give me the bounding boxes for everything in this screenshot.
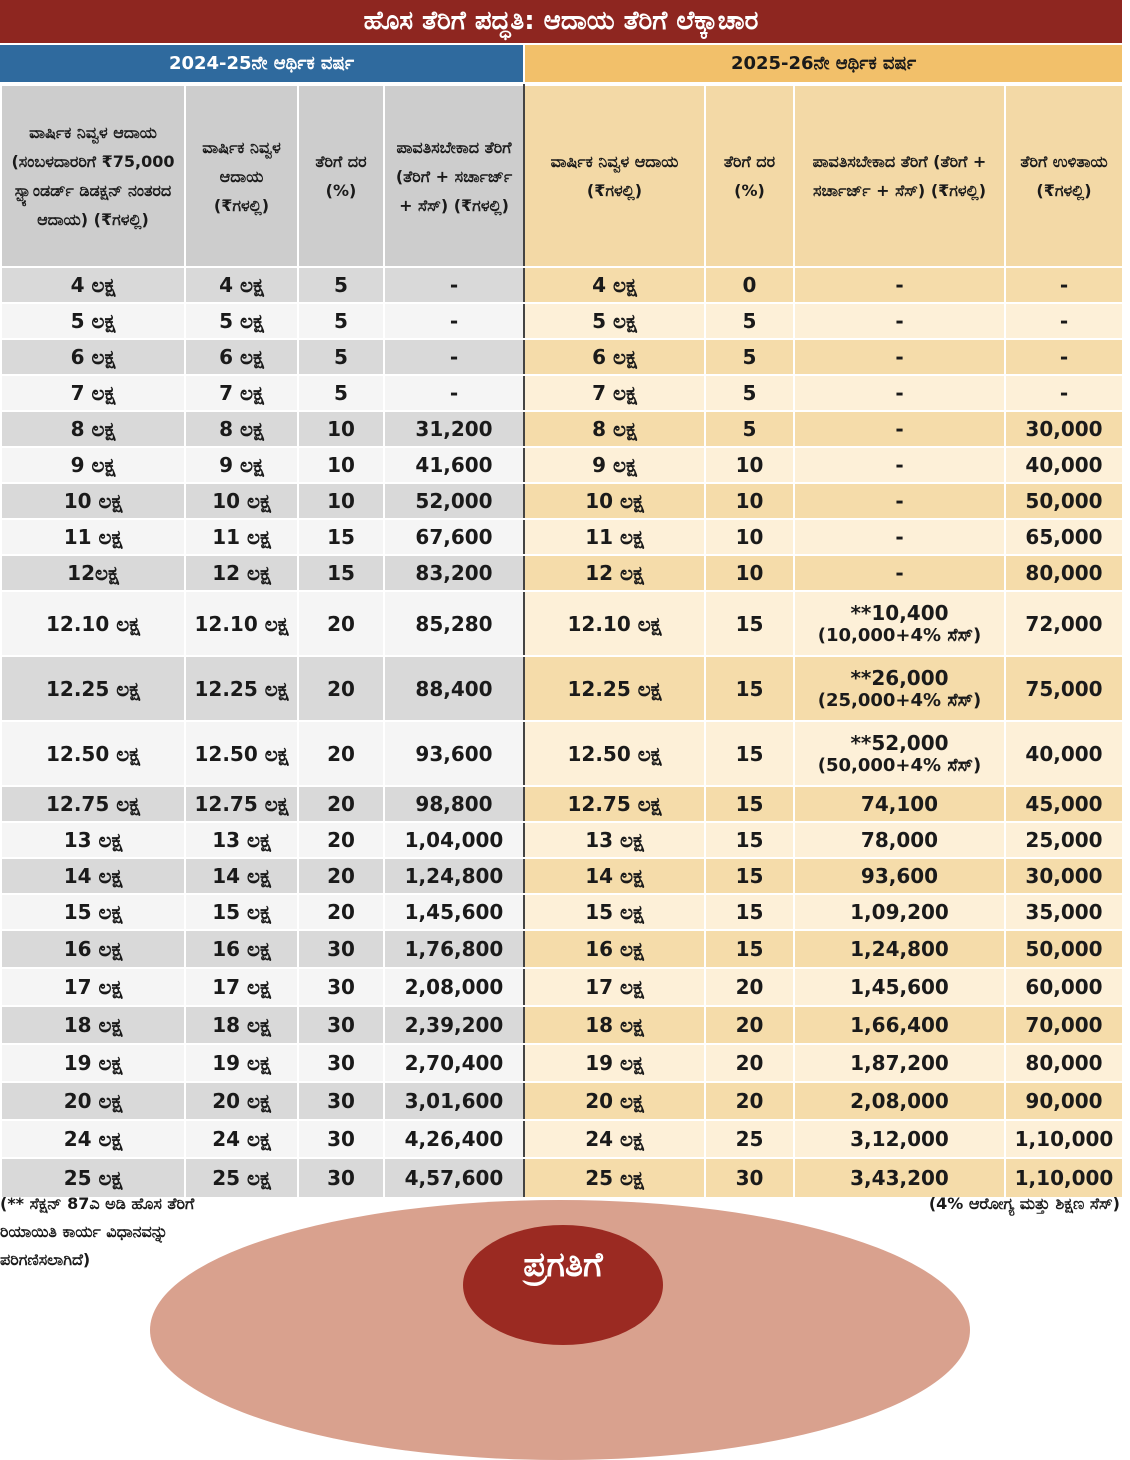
cell-tax-savings: 60,000 (1005, 968, 1123, 1006)
cell-net-income-2024: 12 ಲಕ್ಷ (185, 555, 298, 591)
cell-tax-payable-2024: 88,400 (384, 656, 524, 721)
cell-net-income-2024: 10 ಲಕ್ಷ (185, 483, 298, 519)
cell-net-income-2024: 24 ಲಕ್ಷ (185, 1120, 298, 1158)
cell-tax-payable-2025 (794, 483, 1005, 519)
table-row (1, 721, 1123, 786)
cell-net-income-2025: 6 ಲಕ್ಷ (524, 339, 705, 375)
cell-tax-payable-2024: 1,76,800 (384, 930, 524, 968)
table-row (1, 447, 1123, 483)
table-row (1, 786, 1123, 822)
cell-net-income-2024: 14 ಲಕ್ಷ (185, 858, 298, 894)
cell-net-income-2025: 12.50 ಲಕ್ಷ (524, 721, 705, 786)
cell-net-income-after-deduction: 19 ಲಕ್ಷ (1, 1044, 185, 1082)
cell-net-income-2024: 5 ಲಕ್ಷ (185, 303, 298, 339)
cell-tax-payable-2024: 2,39,200 (384, 1006, 524, 1044)
cell-tax-rate-2024: 15 (298, 519, 384, 555)
cell-tax-rate-2025: 20 (705, 1082, 794, 1120)
tax-payable-value: 1,66,400 (850, 1013, 949, 1037)
cell-tax-payable-2024: 85,280 (384, 591, 524, 656)
cell-tax-savings: - (1005, 375, 1123, 411)
cell-tax-payable-2025 (794, 591, 1005, 656)
cell-net-income-2025: 24 ಲಕ್ಷ (524, 1120, 705, 1158)
cell-net-income-2025: 19 ಲಕ್ಷ (524, 1044, 705, 1082)
cell-tax-savings: 1,10,000 (1005, 1158, 1123, 1198)
tax-payable-value: - (895, 381, 904, 405)
cell-net-income-after-deduction: 17 ಲಕ್ಷ (1, 968, 185, 1006)
cell-net-income-2025: 12.25 ಲಕ್ಷ (524, 656, 705, 721)
cell-tax-rate-2024: 20 (298, 858, 384, 894)
cell-tax-savings: 25,000 (1005, 822, 1123, 858)
tax-payable-value: - (895, 489, 904, 513)
table-row (1, 267, 1123, 303)
table-row (1, 483, 1123, 519)
cell-net-income-2024: 4 ಲಕ್ಷ (185, 267, 298, 303)
cell-tax-payable-2024: 52,000 (384, 483, 524, 519)
cell-net-income-after-deduction: 12.25 ಲಕ್ಷ (1, 656, 185, 721)
cell-net-income-2025: 20 ಲಕ್ಷ (524, 1082, 705, 1120)
table-row (1, 1120, 1123, 1158)
col-header-tax-savings: ತೆರಿಗೆ ಉಳಿತಾಯ (₹ಗಳಲ್ಲಿ) (1005, 85, 1123, 267)
cell-tax-rate-2024: 30 (298, 968, 384, 1006)
cell-tax-rate-2024: 30 (298, 1120, 384, 1158)
table-row (1, 411, 1123, 447)
cell-tax-payable-2024: 4,57,600 (384, 1158, 524, 1198)
col-header-tax-rate-2025: ತೆರಿಗೆ ದರ (%) (705, 85, 794, 267)
cell-net-income-after-deduction: 12.75 ಲಕ್ಷ (1, 786, 185, 822)
year-2025-26-header: 2025-26ನೇ ಆರ್ಥಿಕ ವರ್ಷ (525, 45, 1122, 82)
table-header-row (1, 85, 1123, 267)
cell-tax-rate-2024: 30 (298, 1158, 384, 1198)
table-row (1, 1006, 1123, 1044)
cell-tax-rate-2024: 10 (298, 483, 384, 519)
table-row (1, 858, 1123, 894)
cell-tax-payable-2024: - (384, 375, 524, 411)
footnote-section-87a: (** ಸೆಕ್ಷನ್ 87ಎ ಅಡಿ ಹೊಸ ತೆರಿಗೆ ರಿಯಾಯಿತಿ ಕಾರ್ಯ ವಿಧಾನವನ್ನು ಪರಿಗಣಿಸಲಾಗಿದೆ) (0, 1194, 195, 1269)
cell-tax-payable-2024: 2,70,400 (384, 1044, 524, 1082)
cell-tax-savings: 45,000 (1005, 786, 1123, 822)
cell-tax-savings: 40,000 (1005, 721, 1123, 786)
table-row (1, 591, 1123, 656)
cell-tax-rate-2025: 15 (705, 656, 794, 721)
cell-tax-savings: 1,10,000 (1005, 1120, 1123, 1158)
tax-payable-value: 1,24,800 (850, 937, 949, 961)
cell-net-income-after-deduction: 25 ಲಕ್ಷ (1, 1158, 185, 1198)
tax-payable-value: 1,09,200 (850, 900, 949, 924)
cell-tax-rate-2025: 20 (705, 1044, 794, 1082)
cell-net-income-2025: 25 ಲಕ್ಷ (524, 1158, 705, 1198)
cell-tax-rate-2024: 10 (298, 447, 384, 483)
table-row (1, 894, 1123, 930)
cell-tax-rate-2025: 15 (705, 858, 794, 894)
cell-tax-savings: 35,000 (1005, 894, 1123, 930)
cell-net-income-after-deduction: 9 ಲಕ್ಷ (1, 447, 185, 483)
col-header-tax-payable-2025: ಪಾವತಿಸಬೇಕಾದ ತೆರಿಗೆ (ತೆರಿಗೆ + ಸರ್ಚಾರ್ಜ್ + ಸೆಸ್) (₹ಗಳಲ್ಲಿ) (794, 85, 1005, 267)
cell-tax-rate-2024: 30 (298, 1082, 384, 1120)
tax-comparison-table (0, 84, 1124, 1199)
cell-tax-payable-2024: 1,04,000 (384, 822, 524, 858)
table-row (1, 1044, 1123, 1082)
cell-tax-payable-2024: 83,200 (384, 555, 524, 591)
cell-net-income-2025: 9 ಲಕ್ಷ (524, 447, 705, 483)
cell-tax-rate-2025: 0 (705, 267, 794, 303)
cell-net-income-2025: 12.10 ಲಕ್ಷ (524, 591, 705, 656)
cell-tax-payable-2025 (794, 894, 1005, 930)
cell-net-income-after-deduction: 18 ಲಕ್ಷ (1, 1006, 185, 1044)
cell-tax-rate-2025: 10 (705, 519, 794, 555)
cell-tax-savings: 30,000 (1005, 858, 1123, 894)
cell-tax-payable-2024: 1,45,600 (384, 894, 524, 930)
cell-tax-rate-2025: 25 (705, 1120, 794, 1158)
badge: ಪ್ರಗತಿಗೆ (463, 1225, 663, 1345)
cell-tax-payable-2024: - (384, 303, 524, 339)
table-row (1, 1082, 1123, 1120)
cell-tax-payable-2024: 3,01,600 (384, 1082, 524, 1120)
cell-net-income-2025: 12.75 ಲಕ್ಷ (524, 786, 705, 822)
cell-net-income-2024: 17 ಲಕ್ಷ (185, 968, 298, 1006)
table-row (1, 339, 1123, 375)
cell-tax-rate-2024: 15 (298, 555, 384, 591)
cell-tax-payable-2024: 4,26,400 (384, 1120, 524, 1158)
col-header-net-income-2024: ವಾರ್ಷಿಕ ನಿವ್ವಳ ಆದಾಯ (₹ಗಳಲ್ಲಿ) (185, 85, 298, 267)
cell-tax-rate-2024: 5 (298, 267, 384, 303)
tax-payable-value: 74,100 (860, 792, 939, 816)
cell-net-income-after-deduction: 12.10 ಲಕ್ಷ (1, 591, 185, 656)
tax-payable-value: 3,12,000 (850, 1127, 949, 1151)
cell-net-income-after-deduction: 10 ಲಕ್ಷ (1, 483, 185, 519)
tax-payable-breakdown: (50,000+4% ಸೆಸ್) (817, 755, 982, 776)
cell-tax-rate-2025: 15 (705, 894, 794, 930)
cell-net-income-after-deduction: 12ಲಕ್ಷ (1, 555, 185, 591)
cell-tax-rate-2025: 15 (705, 591, 794, 656)
cell-net-income-after-deduction: 8 ಲಕ್ಷ (1, 411, 185, 447)
cell-tax-savings: 90,000 (1005, 1082, 1123, 1120)
cell-tax-payable-2025 (794, 656, 1005, 721)
cell-tax-payable-2025 (794, 375, 1005, 411)
cell-tax-rate-2024: 5 (298, 303, 384, 339)
cell-tax-payable-2024: 1,24,800 (384, 858, 524, 894)
tax-payable-value: - (895, 273, 904, 297)
cell-tax-payable-2025 (794, 930, 1005, 968)
cell-net-income-after-deduction: 6 ಲಕ್ಷ (1, 339, 185, 375)
cell-tax-rate-2025: 15 (705, 721, 794, 786)
cell-net-income-after-deduction: 13 ಲಕ್ಷ (1, 822, 185, 858)
table-row (1, 930, 1123, 968)
cell-net-income-after-deduction: 5 ಲಕ್ಷ (1, 303, 185, 339)
tax-payable-value: - (895, 417, 904, 441)
cell-tax-rate-2025: 5 (705, 411, 794, 447)
cell-net-income-2024: 12.75 ಲಕ್ಷ (185, 786, 298, 822)
cell-net-income-2025: 14 ಲಕ್ಷ (524, 858, 705, 894)
cell-tax-payable-2024: 98,800 (384, 786, 524, 822)
tax-payable-value: 2,08,000 (850, 1089, 949, 1113)
cell-net-income-2024: 6 ಲಕ್ಷ (185, 339, 298, 375)
cell-tax-rate-2025: 10 (705, 555, 794, 591)
cell-tax-payable-2025 (794, 267, 1005, 303)
cell-tax-payable-2025 (794, 1044, 1005, 1082)
cell-net-income-2024: 25 ಲಕ್ಷ (185, 1158, 298, 1198)
cell-tax-rate-2024: 20 (298, 591, 384, 656)
cell-tax-payable-2025 (794, 555, 1005, 591)
cell-tax-rate-2025: 20 (705, 968, 794, 1006)
cell-tax-savings: 50,000 (1005, 483, 1123, 519)
col-header-net-income-after-deduction: ವಾರ್ಷಿಕ ನಿವ್ವಳ ಆದಾಯ (ಸಂಬಳದಾರರಿಗೆ ₹75,000 ಸ್ಟ್ಯಾಂಡರ್ಡ್ ಡಿಡಕ್ಷನ್ ನಂತರದ ಆದಾಯ) (₹ಗಳಲ್ಲಿ) (1, 85, 185, 267)
cell-net-income-2025: 8 ಲಕ್ಷ (524, 411, 705, 447)
footnote-cess: (4% ಆರೋಗ್ಯ ಮತ್ತು ಶಿಕ್ಷಣ ಸೆಸ್) (928, 1194, 1120, 1213)
cell-net-income-after-deduction: 20 ಲಕ್ಷ (1, 1082, 185, 1120)
cell-net-income-after-deduction: 14 ಲಕ್ಷ (1, 858, 185, 894)
cell-tax-rate-2025: 10 (705, 483, 794, 519)
tax-payable-value: 78,000 (860, 828, 939, 852)
page-title: ಹೊಸ ತೆರಿಗೆ ಪದ್ಧತಿ: ಆದಾಯ ತೆರಿಗೆ ಲೆಕ್ಕಾಚಾರ (0, 0, 1122, 43)
cell-net-income-after-deduction: 15 ಲಕ್ಷ (1, 894, 185, 930)
tax-payable-value: 3,43,200 (850, 1166, 949, 1190)
cell-net-income-2025: 10 ಲಕ್ಷ (524, 483, 705, 519)
cell-tax-rate-2025: 30 (705, 1158, 794, 1198)
cell-net-income-2025: 15 ಲಕ್ಷ (524, 894, 705, 930)
cell-net-income-2024: 18 ಲಕ್ಷ (185, 1006, 298, 1044)
cell-tax-savings: 50,000 (1005, 930, 1123, 968)
cell-net-income-2024: 13 ಲಕ್ಷ (185, 822, 298, 858)
cell-tax-rate-2025: 5 (705, 375, 794, 411)
cell-tax-payable-2024: 41,600 (384, 447, 524, 483)
tax-payable-value: - (895, 525, 904, 549)
tax-payable-breakdown: (25,000+4% ಸೆಸ್) (817, 690, 982, 711)
cell-tax-savings: 70,000 (1005, 1006, 1123, 1044)
table-row (1, 303, 1123, 339)
cell-tax-savings: - (1005, 303, 1123, 339)
cell-net-income-after-deduction: 4 ಲಕ್ಷ (1, 267, 185, 303)
tax-payable-value: 1,45,600 (850, 975, 949, 999)
tax-payable-breakdown: (10,000+4% ಸೆಸ್) (817, 625, 982, 646)
cell-tax-rate-2024: 30 (298, 930, 384, 968)
cell-tax-payable-2025 (794, 1006, 1005, 1044)
cell-tax-payable-2024: 67,600 (384, 519, 524, 555)
cell-tax-savings: - (1005, 339, 1123, 375)
tax-payable-value: - (895, 561, 904, 585)
cell-tax-rate-2024: 20 (298, 721, 384, 786)
cell-tax-rate-2025: 15 (705, 822, 794, 858)
cell-net-income-2025: 17 ಲಕ್ಷ (524, 968, 705, 1006)
cell-tax-rate-2024: 20 (298, 822, 384, 858)
cell-tax-payable-2025 (794, 786, 1005, 822)
cell-tax-payable-2025 (794, 519, 1005, 555)
cell-net-income-after-deduction: 16 ಲಕ್ಷ (1, 930, 185, 968)
cell-tax-payable-2024: - (384, 339, 524, 375)
cell-net-income-2024: 7 ಲಕ್ಷ (185, 375, 298, 411)
cell-tax-payable-2025 (794, 721, 1005, 786)
cell-net-income-2025: 5 ಲಕ್ಷ (524, 303, 705, 339)
cell-tax-payable-2024: 93,600 (384, 721, 524, 786)
table-row (1, 968, 1123, 1006)
tax-payable-value: 93,600 (860, 864, 939, 888)
cell-tax-rate-2024: 20 (298, 786, 384, 822)
cell-tax-payable-2025 (794, 968, 1005, 1006)
cell-tax-payable-2025 (794, 1120, 1005, 1158)
cell-net-income-2024: 15 ಲಕ್ಷ (185, 894, 298, 930)
tax-payable-value: - (895, 453, 904, 477)
cell-tax-rate-2025: 15 (705, 930, 794, 968)
cell-tax-rate-2025: 20 (705, 1006, 794, 1044)
cell-tax-savings: 65,000 (1005, 519, 1123, 555)
cell-tax-savings: - (1005, 267, 1123, 303)
cell-net-income-2025: 4 ಲಕ್ಷ (524, 267, 705, 303)
cell-tax-payable-2024: - (384, 267, 524, 303)
tax-payable-value: - (895, 345, 904, 369)
cell-tax-rate-2025: 5 (705, 303, 794, 339)
cell-tax-savings: 30,000 (1005, 411, 1123, 447)
year-2024-25-header: 2024-25ನೇ ಆರ್ಥಿಕ ವರ್ಷ (0, 45, 523, 82)
cell-tax-payable-2024: 31,200 (384, 411, 524, 447)
cell-tax-savings: 40,000 (1005, 447, 1123, 483)
cell-tax-rate-2025: 5 (705, 339, 794, 375)
cell-net-income-2025: 18 ಲಕ್ಷ (524, 1006, 705, 1044)
cell-tax-rate-2024: 20 (298, 656, 384, 721)
col-header-tax-payable-2024: ಪಾವತಿಸಬೇಕಾದ ತೆರಿಗೆ (ತೆರಿಗೆ + ಸರ್ಚಾರ್ಜ್ + ಸೆಸ್) (₹ಗಳಲ್ಲಿ) (384, 85, 524, 267)
table-row (1, 375, 1123, 411)
cell-tax-payable-2025 (794, 303, 1005, 339)
cell-tax-savings: 75,000 (1005, 656, 1123, 721)
cell-net-income-2025: 13 ಲಕ್ಷ (524, 822, 705, 858)
cell-net-income-after-deduction: 11 ಲಕ್ಷ (1, 519, 185, 555)
cell-tax-payable-2025 (794, 858, 1005, 894)
cell-net-income-2024: 16 ಲಕ್ಷ (185, 930, 298, 968)
cell-tax-rate-2024: 30 (298, 1006, 384, 1044)
table-row (1, 519, 1123, 555)
cell-tax-payable-2025 (794, 447, 1005, 483)
tax-payable-value: 1,87,200 (850, 1051, 949, 1075)
cell-tax-payable-2025 (794, 822, 1005, 858)
cell-tax-rate-2024: 30 (298, 1044, 384, 1082)
cell-net-income-after-deduction: 24 ಲಕ್ಷ (1, 1120, 185, 1158)
cell-tax-rate-2024: 10 (298, 411, 384, 447)
table-row (1, 555, 1123, 591)
col-header-tax-rate-2024: ತೆರಿಗೆ ದರ (%) (298, 85, 384, 267)
cell-net-income-2025: 16 ಲಕ್ಷ (524, 930, 705, 968)
tax-payable-value: **10,400 (850, 601, 949, 625)
cell-tax-payable-2024: 2,08,000 (384, 968, 524, 1006)
cell-tax-rate-2024: 5 (298, 375, 384, 411)
tax-payable-value: - (895, 309, 904, 333)
cell-net-income-2024: 12.25 ಲಕ್ಷ (185, 656, 298, 721)
cell-tax-payable-2025 (794, 1082, 1005, 1120)
cell-net-income-after-deduction: 12.50 ಲಕ್ಷ (1, 721, 185, 786)
cell-net-income-2024: 12.50 ಲಕ್ಷ (185, 721, 298, 786)
cell-tax-savings: 80,000 (1005, 1044, 1123, 1082)
col-header-net-income-2025: ವಾರ್ಷಿಕ ನಿವ್ವಳ ಆದಾಯ (₹ಗಳಲ್ಲಿ) (524, 85, 705, 267)
cell-tax-savings: 80,000 (1005, 555, 1123, 591)
cell-tax-payable-2025 (794, 339, 1005, 375)
cell-net-income-2024: 19 ಲಕ್ಷ (185, 1044, 298, 1082)
cell-net-income-2024: 11 ಲಕ್ಷ (185, 519, 298, 555)
cell-tax-rate-2024: 5 (298, 339, 384, 375)
cell-net-income-2024: 9 ಲಕ್ಷ (185, 447, 298, 483)
tax-payable-value: **26,000 (850, 666, 949, 690)
cell-net-income-2024: 12.10 ಲಕ್ಷ (185, 591, 298, 656)
cell-tax-rate-2025: 10 (705, 447, 794, 483)
cell-net-income-2025: 12 ಲಕ್ಷ (524, 555, 705, 591)
cell-tax-rate-2025: 15 (705, 786, 794, 822)
table-row (1, 656, 1123, 721)
cell-net-income-after-deduction: 7 ಲಕ್ಷ (1, 375, 185, 411)
cell-net-income-2025: 7 ಲಕ್ಷ (524, 375, 705, 411)
cell-tax-savings: 72,000 (1005, 591, 1123, 656)
tax-payable-value: **52,000 (850, 731, 949, 755)
cell-tax-payable-2025 (794, 411, 1005, 447)
cell-tax-rate-2024: 20 (298, 894, 384, 930)
cell-net-income-2024: 8 ಲಕ್ಷ (185, 411, 298, 447)
cell-net-income-2024: 20 ಲಕ್ಷ (185, 1082, 298, 1120)
table-row (1, 822, 1123, 858)
cell-net-income-2025: 11 ಲಕ್ಷ (524, 519, 705, 555)
